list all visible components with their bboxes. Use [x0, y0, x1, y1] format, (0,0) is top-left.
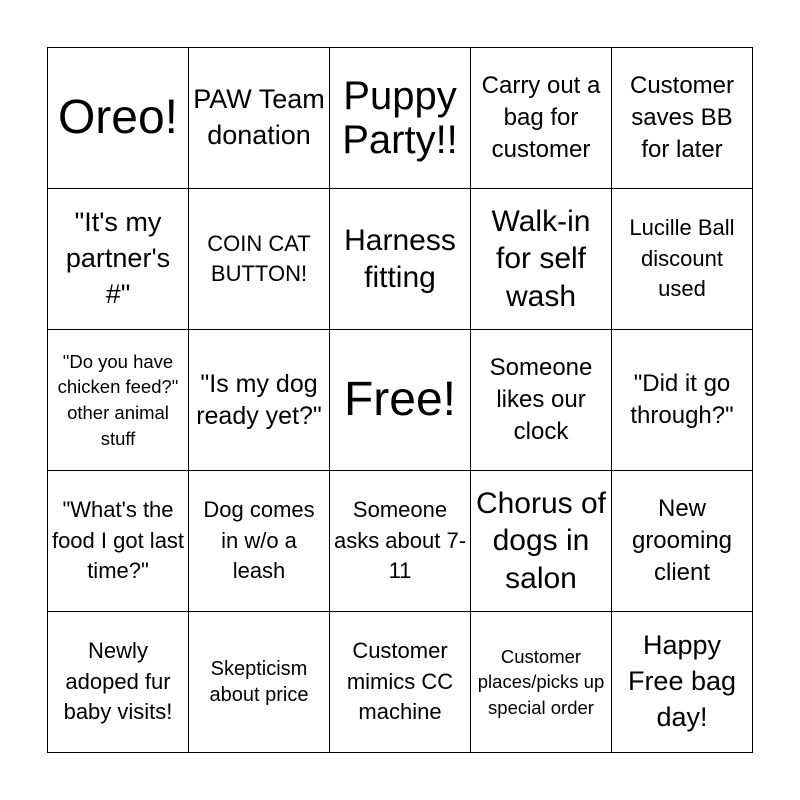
cell-text: "Is my dog ready yet?" — [196, 369, 322, 430]
bingo-cell-5[interactable] — [612, 48, 753, 189]
bingo-cell-15[interactable] — [612, 330, 753, 471]
bingo-cell-14[interactable] — [471, 330, 612, 471]
bingo-cell-4[interactable] — [471, 48, 612, 189]
cell-text: Harness fitting — [344, 223, 456, 294]
cell-text: Newly adoped fur baby visits! — [63, 638, 173, 725]
cell-text: Oreo! — [57, 90, 179, 144]
bingo-cell-21[interactable] — [48, 612, 189, 753]
bingo-cell-17[interactable] — [189, 471, 330, 612]
cell-text: Customer places/picks up special order — [477, 645, 605, 718]
cell-text: Someone asks about 7-11 — [333, 497, 467, 584]
cell-text: New grooming client — [631, 495, 733, 586]
cell-text: Chorus of dogs in salon — [475, 486, 607, 595]
bingo-cell-9[interactable] — [471, 189, 612, 330]
cell-text: Free! — [343, 372, 457, 426]
bingo-cell-19[interactable] — [471, 471, 612, 612]
bingo-cell-11[interactable] — [48, 330, 189, 471]
bingo-cell-2[interactable] — [189, 48, 330, 189]
cell-text: Puppy Party!! — [342, 74, 458, 162]
cell-text: Carry out a bag for customer — [481, 72, 601, 163]
bingo-cell-24[interactable] — [471, 612, 612, 753]
bingo-board — [47, 47, 753, 753]
cell-text: Lucille Ball discount used — [629, 215, 735, 302]
bingo-cell-8[interactable] — [330, 189, 471, 330]
cell-text: PAW Team donation — [193, 84, 325, 150]
cell-text: "What's the food I got last time?" — [51, 497, 185, 584]
bingo-cell-22[interactable] — [189, 612, 330, 753]
cell-text: "It's my partner's #" — [65, 207, 171, 309]
bingo-cell-16[interactable] — [48, 471, 189, 612]
bingo-cell-18[interactable] — [330, 471, 471, 612]
cell-text: Walk-in for self wash — [491, 204, 591, 313]
cell-text: COIN CAT BUTTON! — [207, 230, 311, 286]
cell-text: Customer saves BB for later — [629, 72, 735, 163]
cell-text: Customer mimics CC machine — [346, 638, 454, 725]
cell-text: "Did it go through?" — [630, 370, 734, 429]
bingo-cell-1[interactable] — [48, 48, 189, 189]
cell-text: Happy Free bag day! — [627, 630, 737, 732]
cell-text: Skepticism about price — [209, 657, 309, 706]
bingo-cell-12[interactable] — [189, 330, 330, 471]
cell-text: "Do you have chicken feed?" other animal stuff — [57, 350, 179, 449]
bingo-cell-23[interactable] — [330, 612, 471, 753]
bingo-cell-7[interactable] — [189, 189, 330, 330]
bingo-cell-free[interactable] — [330, 330, 471, 471]
bingo-cell-10[interactable] — [612, 189, 753, 330]
bingo-cell-6[interactable] — [48, 189, 189, 330]
bingo-cell-20[interactable] — [612, 471, 753, 612]
bingo-cell-3[interactable] — [330, 48, 471, 189]
cell-text: Someone likes our clock — [489, 354, 593, 445]
bingo-cell-25[interactable] — [612, 612, 753, 753]
cell-text: Dog comes in w/o a leash — [203, 497, 315, 584]
